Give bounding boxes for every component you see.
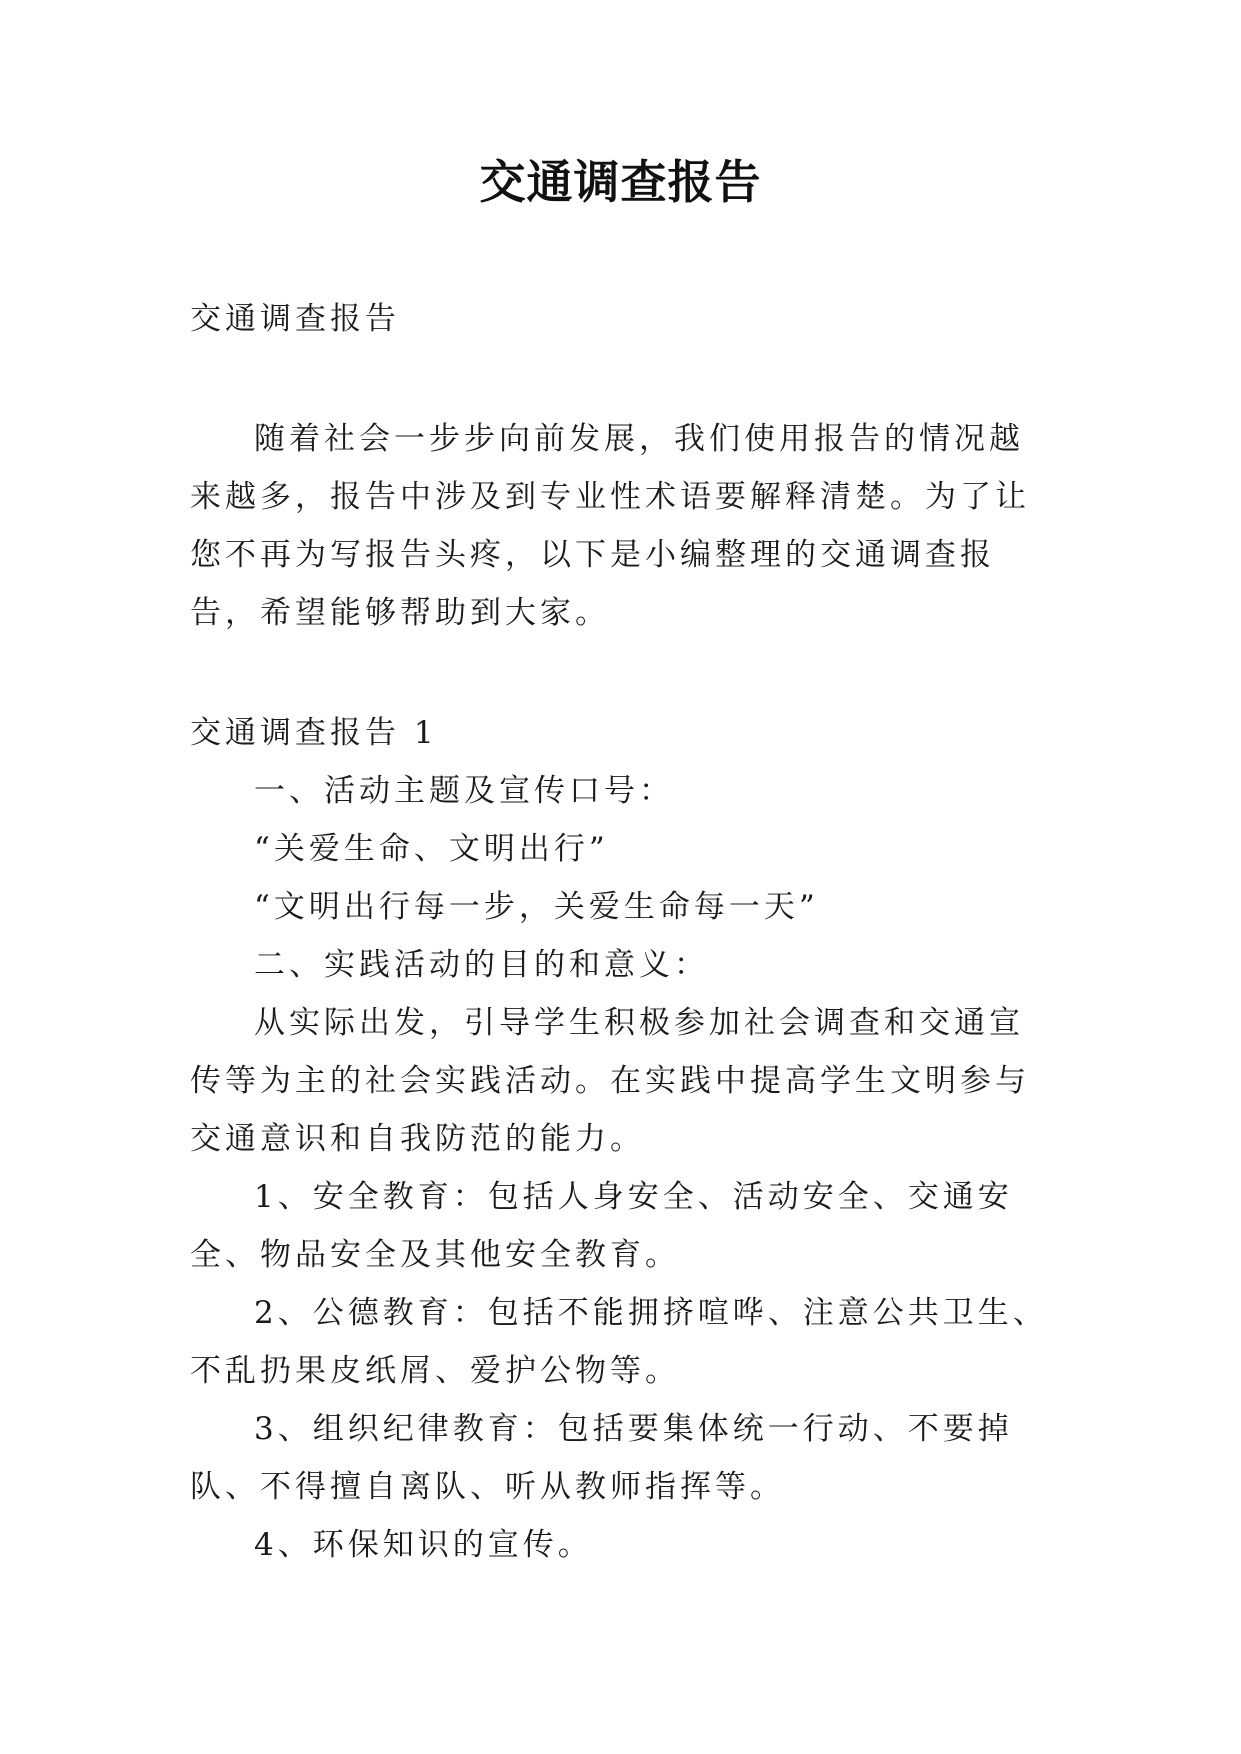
- paragraph-slogan-2: “文明出行每一步，关爱生命每一天”: [254, 889, 819, 925]
- paragraph-environment: 4、环保知识的宣传。: [254, 1527, 593, 1563]
- paragraph-purpose-heading: 二、实践活动的目的和意义：: [254, 947, 709, 983]
- intro-paragraph: 随着社会一步步向前发展，我们使用报告的情况越来越多，报告中涉及到专业性术语要解释清楚。为了让您不再为写报告头疼，以下是小编整理的交通调查报告，希望能够帮助到大家。: [190, 421, 1030, 631]
- section-heading: 交通调查报告 1: [190, 715, 438, 751]
- document-body: [190, 290, 1052, 1574]
- document-title: 交通调查报告: [479, 155, 762, 209]
- paragraph-safety-education: 1、安全教育：包括人身安全、活动安全、交通安全、物品安全及其他安全教育。: [190, 1179, 1013, 1273]
- paragraph-activity-theme: 一、活动主题及宣传口号：: [254, 773, 674, 809]
- paragraph-purpose: 从实际出发，引导学生积极参加社会调查和交通宣传等为主的社会实践活动。在实践中提高学生文明参与交通意识和自我防范的能力。: [190, 1005, 1030, 1157]
- paragraph-slogan-1: “关爱生命、文明出行”: [254, 831, 609, 867]
- document-subtitle: 交通调查报告: [190, 301, 400, 337]
- paragraph-ethics-education: 2、公德教育：包括不能拥挤喧哗、注意公共卫生、不乱扔果皮纸屑、爱护公物等。: [190, 1295, 1048, 1389]
- paragraph-discipline-education: 3、组织纪律教育：包括要集体统一行动、不要掉队、不得擅自离队、听从教师指挥等。: [190, 1411, 1013, 1505]
